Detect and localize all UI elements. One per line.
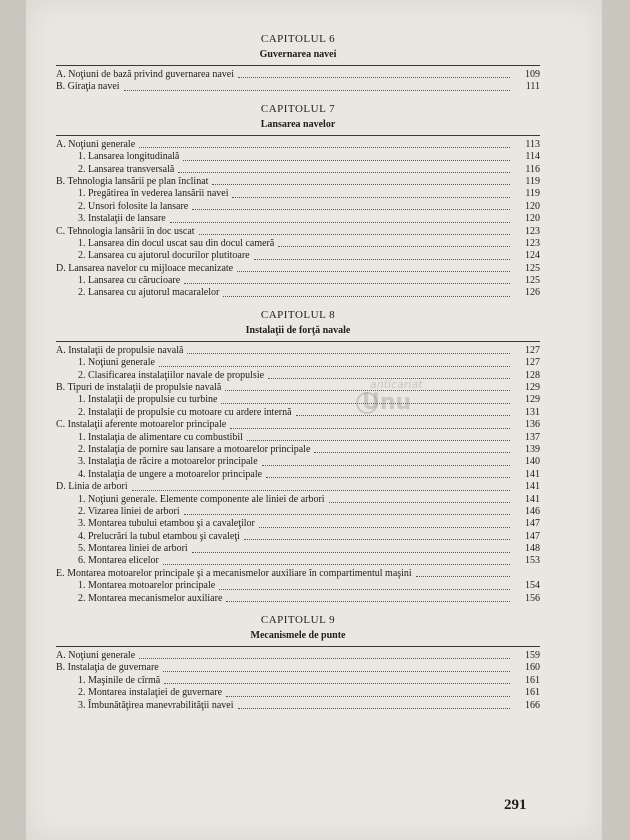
toc-entry-label: 6. Montarea elicelor [78,555,159,567]
toc-entry [56,543,540,555]
dot-leader [183,159,510,161]
toc-entry [56,518,540,530]
dot-leader [184,513,510,515]
toc-entry-page: 131 [525,406,540,418]
dot-leader [159,365,510,367]
toc-entry-label: A. Noţiuni generale [56,650,136,662]
dot-leader [170,221,510,223]
dot-leader [232,196,510,198]
toc-entry-page: 111 [525,81,540,93]
toc-entry-label: 2. Lansarea transversală [78,163,175,175]
toc-entry-page: 166 [525,699,540,711]
toc-entry-page: 160 [525,662,540,674]
chapter-divider [56,341,540,342]
toc-entry-label: 2. Unsori folosite la lansare [78,200,189,212]
chapter-subtitle: Lansarea navelor [260,118,336,130]
toc-entry-label: D. Lansarea navelor cu mijloace mecanizate [56,262,234,274]
toc-entry [56,69,540,81]
toc-entry [56,151,540,163]
toc-entry-label: C. Instalaţii aferente motoarelor principale [56,419,227,431]
dot-leader [187,352,510,354]
toc-entry [56,275,540,287]
dot-leader [219,588,510,590]
dot-leader [178,171,510,173]
toc-entry-label: 1. Lansarea din docul uscat sau din docul cameră [78,237,275,249]
toc-entry-page: 113 [525,138,540,150]
toc-entry-label: E. Montarea motoarelor principale şi a mecanismelor auxiliare în compartimentul maşini [56,567,412,579]
toc-entry-label: B. Giraţia navei [56,81,120,93]
toc-entry-label: 3. Îmbunătăţirea manevrabilităţii navei [78,699,234,711]
toc-entry [56,139,540,151]
dot-leader [329,501,510,503]
toc-entry [56,700,540,712]
toc-entry-label: A. Noţiuni de bază privind guvernarea navei [56,68,234,80]
toc-entry [56,481,540,493]
table-of-contents [56,32,540,720]
dot-leader [278,245,510,247]
dot-leader [244,538,510,540]
toc-entry-page: 123 [525,237,540,249]
toc-entry-page: 139 [525,443,540,455]
dot-leader [237,270,510,272]
toc-entry-page: 114 [525,151,540,163]
dot-leader [226,600,510,602]
watermark-text-main: Unu [362,390,412,415]
toc-entry-page: 141 [525,468,540,480]
dot-leader [259,526,510,528]
toc-entry [56,81,540,93]
dot-leader [247,439,510,441]
dot-leader [163,563,510,565]
chapter-divider [56,646,540,647]
toc-entry-page: 137 [525,431,540,443]
chapter-subtitle: Instalaţii de forţă navale [245,324,351,336]
chapter-divider [56,135,540,136]
toc-entry [56,263,540,275]
chapter-subtitle: Guvernarea navei [259,49,337,60]
toc-entry [56,568,540,580]
toc-entry-page: 123 [525,225,540,237]
toc-entry-label: D. Linia de arbori [56,481,128,493]
toc-entry-label: 1. Maşinile de cîrmă [78,674,161,686]
dot-leader [139,146,510,148]
toc-entry-label: 1. Noţiuni generale [78,357,155,369]
toc-entry-label: 1. Instalaţia de alimentare cu combustibil [78,431,243,443]
toc-entry-page: 129 [525,394,540,406]
toc-entry-page: 141 [525,493,540,505]
toc-entry-label: 1. Lansarea cu cărucioare [78,275,181,287]
toc-entry-page: 119 [525,188,540,200]
toc-entry-page: 147 [525,518,540,530]
dot-leader [416,575,510,577]
toc-entry-label: 2. Lansarea cu ajutorul docurilor plutitoare [78,250,250,262]
toc-entry-page: 161 [525,674,540,686]
toc-entry-label: 3. Montarea tubului etambou şi a cavaleţilor [78,518,255,530]
toc-entry [56,494,540,506]
toc-entry-label: C. Tehnologia lansării în doc uscat [56,225,195,237]
toc-entry-page: 120 [525,213,540,225]
dot-leader [212,183,510,185]
toc-entry-page: 125 [525,275,540,287]
toc-entry-page: 141 [525,481,540,493]
chapter-section [56,102,540,300]
toc-entry-page: 147 [525,530,540,542]
page-number: 291 [504,797,527,813]
toc-entry-page: 124 [525,250,540,262]
toc-entry-page: 126 [525,287,540,299]
dot-leader [164,682,510,684]
toc-entry-page: 153 [525,555,540,567]
chapter-subtitle: Mecanismele de punte [250,630,346,642]
toc-entry-page: 159 [525,650,540,662]
toc-entry [56,580,540,592]
toc-entry-label: 4. Instalaţia de ungere a motoarelor principale [78,468,263,480]
toc-entry-page: 127 [525,357,540,369]
watermark-logo [356,378,496,422]
toc-entry-label: 2. Clasificarea instalaţiilor navale de propulsie [78,369,265,381]
chapter-section [56,32,540,94]
toc-entry [56,675,540,687]
toc-entry [56,213,540,225]
toc-entry-label: 2. Vizarea liniei de arbori [78,505,180,517]
toc-entry-label: B. Instalaţia de guvernare [56,662,159,674]
dot-leader [163,670,510,672]
dot-leader [314,451,510,453]
toc-entry-page: 148 [525,543,540,555]
book-page [26,0,602,840]
dot-leader [132,489,510,491]
toc-entry [56,432,540,444]
toc-entry-label: 3. Instalaţii de lansare [78,213,166,225]
toc-entry [56,226,540,238]
toc-entry [56,556,540,568]
toc-entry [56,469,540,481]
watermark-text-top: anticariat [370,378,423,391]
toc-entry [56,531,540,543]
toc-entry [56,444,540,456]
dot-leader [238,76,510,78]
toc-entry-label: 1. Lansarea longitudinală [78,151,180,163]
chapter-title: CAPITOLUL 9 [260,614,336,627]
toc-entry-page: 127 [525,344,540,356]
toc-entry [56,506,540,518]
dot-leader [192,551,510,553]
toc-entry-label: 1. Pregătirea în vederea lansării navei [78,188,229,200]
toc-entry [56,250,540,262]
toc-entry [56,238,540,250]
toc-entry-page: 109 [525,68,540,80]
dot-leader [192,208,510,210]
toc-entry-page: 161 [525,687,540,699]
toc-entry-label: 1. Montarea motoarelor principale [78,580,216,592]
dot-leader [266,476,510,478]
toc-entry [56,357,540,369]
chapter-section [56,613,540,712]
toc-entry [56,188,540,200]
toc-entry [56,687,540,699]
toc-entry [56,164,540,176]
toc-entry [56,456,540,468]
toc-entry-label: 2. Lansarea cu ajutorul macaralelor [78,287,220,299]
dot-leader [226,695,510,697]
toc-entry-page: 120 [525,200,540,212]
dot-leader [199,233,510,235]
dot-leader [184,282,510,284]
toc-entry-page: 125 [525,262,540,274]
chapter-section [56,308,540,605]
toc-entry [56,287,540,299]
toc-entry-label: 5. Montarea liniei de arbori [78,543,188,555]
toc-entry-label: 2. Montarea instalaţiei de guvernare [78,687,223,699]
toc-entry-page: 140 [525,456,540,468]
toc-entry-page: 119 [525,175,540,187]
toc-entry-page: 128 [525,369,540,381]
toc-entry-label: 4. Prelucrări la tubul etambou şi cavaleţi [78,530,240,542]
toc-entry-label: 2. Instalaţia de pornire sau lansare a motoarelor principale [78,443,311,455]
toc-entry-page: 154 [525,580,540,592]
toc-entry [56,201,540,213]
toc-entry-label: A. Instalaţii de propulsie navală [56,344,184,356]
toc-entry-page: 129 [525,382,540,394]
chapter-title: CAPITOLUL 6 [260,33,336,45]
chapter-title: CAPITOLUL 8 [260,308,336,321]
toc-entry-page: 136 [525,419,540,431]
dot-leader [238,707,511,709]
toc-entry-page: 146 [525,505,540,517]
toc-entry-label: B. Tipuri de instalaţii de propulsie navală [56,382,222,394]
chapter-title: CAPITOLUL 7 [260,102,336,115]
toc-entry [56,345,540,357]
toc-entry-label: 1. Noţiuni generale. Elemente componente ale liniei de arbori [78,493,325,505]
dot-leader [139,657,510,659]
toc-entry-page: 116 [525,163,540,175]
toc-entry-label: A. Noţiuni generale [56,138,136,150]
toc-entry [56,662,540,674]
toc-entry-label: 2. Instalaţii de propulsie cu motoare cu ardere internă [78,406,292,418]
toc-entry-label: 1. Instalaţii de propulsie cu turbine [78,394,218,406]
toc-entry [56,650,540,662]
dot-leader [254,258,510,260]
toc-entry [56,176,540,188]
toc-entry [56,593,540,605]
dot-leader [124,89,510,91]
toc-entry-label: 2. Montarea mecanismelor auxiliare [78,592,223,604]
chapter-divider [56,65,540,66]
toc-entry-page: 156 [525,592,540,604]
toc-entry-label: 3. Instalaţia de răcire a motoarelor principale [78,456,258,468]
dot-leader [262,464,510,466]
dot-leader [223,295,510,297]
dot-leader [230,427,510,429]
toc-entry-label: B. Tehnologia lansării pe plan înclinat [56,175,209,187]
